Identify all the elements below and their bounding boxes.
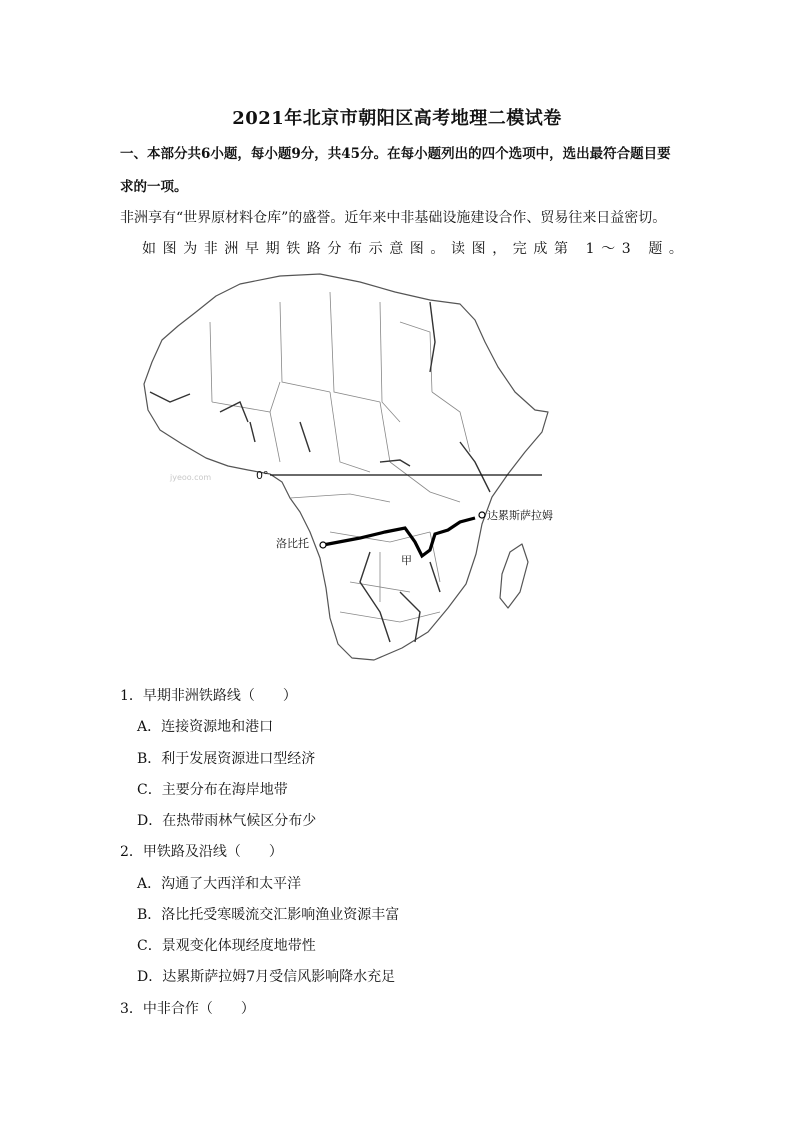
jia-railway-line xyxy=(323,518,475,556)
question-3-stem: 3．中非合作（ ） xyxy=(120,1001,255,1017)
country-borders xyxy=(210,292,470,622)
question-1-option-c[interactable]: C．主要分布在海岸地带 xyxy=(137,782,288,798)
question-2-option-d[interactable]: D．达累斯萨拉姆7月受信风影响降水充足 xyxy=(137,969,396,985)
equator-label: 0° xyxy=(256,469,269,482)
page-title: 2021年北京市朝阳区高考地理二模试卷 xyxy=(232,108,562,129)
africa-outline xyxy=(144,274,548,660)
question-2-option-b[interactable]: B．洛比托受寒暖流交汇影响渔业资源丰富 xyxy=(137,907,400,923)
question-1-stem: 1．早期非洲铁路线（ ） xyxy=(120,688,297,704)
africa-railway-map xyxy=(130,262,590,672)
city-east-label: 达累斯萨拉姆 xyxy=(487,509,553,522)
city-west-label: 洛比托 xyxy=(276,537,309,550)
early-railways xyxy=(150,302,490,642)
watermark: jyeoo.com xyxy=(170,473,212,482)
lobito-marker xyxy=(320,542,326,548)
question-2-option-a[interactable]: A．沟通了大西洋和太平洋 xyxy=(137,876,302,892)
question-2-stem: 2．甲铁路及沿线（ ） xyxy=(120,844,283,860)
rail-label: 甲 xyxy=(401,554,412,567)
question-1-option-b[interactable]: B．利于发展资源进口型经济 xyxy=(137,751,316,767)
intro-paragraph: 非洲享有“世界原材料仓库”的盛誉。近年来中非基础设施建设合作、贸易往来日益密切。 xyxy=(120,210,667,226)
figure-intro: 如图为非洲早期铁路分布示意图。读图，完成第 1～3 题。 xyxy=(142,241,690,257)
dar-es-salaam-marker xyxy=(479,512,485,518)
question-1-option-a[interactable]: A．连接资源地和港口 xyxy=(137,719,274,735)
section-heading: 一、本部分共6小题，每小题9分，共45分。在每小题列出的四个选项中，选出最符合题目要求的一项。 xyxy=(120,146,671,195)
question-1-option-d[interactable]: D．在热带雨林气候区分布少 xyxy=(137,813,317,829)
question-2-option-c[interactable]: C．景观变化体现经度地带性 xyxy=(137,938,316,954)
